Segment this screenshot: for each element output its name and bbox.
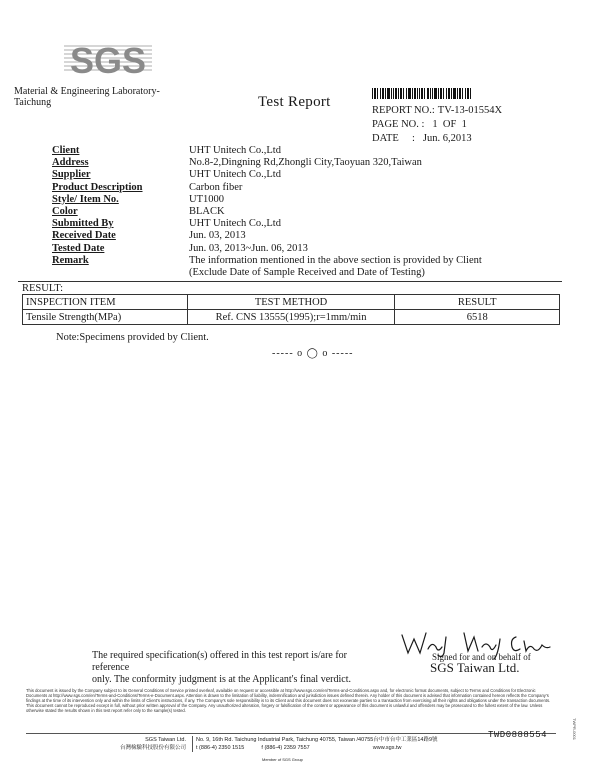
footer-company-zh: 台灣檢驗科技股份有限公司 <box>119 745 186 751</box>
result-table <box>22 294 560 325</box>
company-signature-name: SGS Taiwan Ltd. <box>430 660 520 675</box>
footer-company <box>26 736 186 752</box>
result-header-row <box>23 295 560 310</box>
footer-contact-line <box>196 744 532 752</box>
footer-web: www.sgs.tw <box>372 745 402 751</box>
result-divider <box>18 281 562 282</box>
client-info-block <box>52 145 482 279</box>
conformity-note <box>92 650 382 686</box>
tested-row <box>52 243 482 255</box>
received-value: Jun. 03, 2013 <box>189 230 246 242</box>
report-no-row <box>372 104 502 118</box>
client-row <box>52 145 482 157</box>
style-value: UT1000 <box>189 193 224 205</box>
received-label: Received Date <box>52 230 116 242</box>
remark-line-2: (Exclude Date of Sample Received and Date of Testing) <box>189 266 425 278</box>
supplier-row <box>52 169 482 181</box>
remark-row <box>52 255 482 279</box>
barcode <box>372 86 472 97</box>
header-result: RESULT <box>395 295 560 310</box>
cell-result: 6518 <box>395 310 560 325</box>
page-no-label: PAGE NO. : <box>372 119 425 130</box>
submitted-label: Submitted By <box>52 218 114 230</box>
side-form-code: TWPR-0001 <box>572 718 577 741</box>
conformity-line-1: The required specification(s) offered in this test report is/are for reference <box>92 650 347 673</box>
style-row <box>52 194 482 206</box>
color-row <box>52 206 482 218</box>
product-value: Carbon fiber <box>189 181 243 193</box>
signed-for-text: Signed for and on behalf of <box>432 652 531 662</box>
cell-inspection-item: Tensile Strength(MPa) <box>23 310 188 325</box>
address-label: Address <box>52 157 89 169</box>
document-title: Test Report <box>258 94 331 110</box>
footer-fax: f (886-4) 2359 7557 <box>261 745 310 751</box>
client-value: UHT Unitech Co.,Ltd <box>189 145 281 156</box>
address-value: No.8-2,Dingning Rd,Zhongli City,Taoyuan 320,Taiwan <box>189 157 422 169</box>
tested-label: Tested Date <box>52 242 105 254</box>
member-of-group: Member of SGS Group <box>262 757 303 762</box>
cell-test-method: Ref. CNS 13555(1995);r=1mm/min <box>187 310 395 325</box>
specimen-note: Note:Specimens provided by Client. <box>56 332 209 343</box>
header-inspection-item: INSPECTION ITEM <box>23 295 188 310</box>
remark-value <box>189 255 482 279</box>
conformity-line-2: only. The conformity judgment is at the Applicant's final verdict. <box>92 674 351 685</box>
address-row <box>52 157 482 169</box>
footer-address <box>192 736 532 752</box>
date-label: DATE : <box>372 133 415 144</box>
page-no-value: 1 OF 1 <box>432 119 467 130</box>
footer-phone: t (886-4) 2350 1515 <box>196 745 245 751</box>
supplier-value: UHT Unitech Co.,Ltd <box>189 169 281 181</box>
received-row <box>52 230 482 242</box>
lab-name <box>14 86 214 108</box>
report-meta <box>372 104 502 146</box>
footer-divider <box>26 733 556 734</box>
end-of-report-mark: ----- o ◯ o ----- <box>272 348 354 359</box>
report-no-label: REPORT NO.: <box>372 105 435 116</box>
date-row <box>372 132 502 146</box>
header-test-method: TEST METHOD <box>187 295 395 310</box>
lab-line-2: Taichung <box>14 97 52 108</box>
product-label: Product Description <box>52 181 143 193</box>
terms-fine-print: This document is issued by the Company subject to its General Conditions of Service printed overleaf, available on request or accessible at http://www.sgs.com/en/Terms-and-Conditions.aspx and, for electronic format documents, subject to Terms and Conditions for Electronic Documents at http://www.sgs.com/en/Terms-and-Conditions/Terms-e-Document.aspx. Attention is drawn to the limitation of liability, indemnification and jurisdiction issues defined therein. Any holder of this document is advised that information contained hereon reflects the Company's findings at the time of its intervention only and within the limits of Client's instructions, if any. The Company's sole responsibility is to its Client and this document does not exonerate parties to a transaction from exercising all their rights and obligations under the transaction documents. This document cannot be reproduced except in full, without prior written approval of the Company. Any unauthorized alteration, forgery or falsification of the content or appearance of this document is unlawful and offenders may be prosecuted to the fullest extent of the law. Unless otherwise stated the results shown in this test report refer only to the sample(s) tested. <box>26 688 551 713</box>
table-row <box>23 310 560 325</box>
lab-line-1: Material & Engineering Laboratory- <box>14 86 160 97</box>
tested-value: Jun. 03, 2013~Jun. 06, 2013 <box>189 242 308 254</box>
remark-label: Remark <box>52 254 89 266</box>
footer-company-en: SGS Taiwan Ltd. <box>145 737 186 743</box>
product-row <box>52 182 482 194</box>
page-no-row <box>372 118 502 132</box>
color-label: Color <box>52 205 78 217</box>
serial-number: TWD0888554 <box>488 730 548 740</box>
remark-line-1: The information mentioned in the above section is provided by Client <box>189 254 482 266</box>
style-label: Style/ Item No. <box>52 193 119 205</box>
sgs-logo <box>62 40 154 78</box>
color-value: BLACK <box>189 205 225 217</box>
footer-address-line: No. 9, 16th Rd. Taichung Industrial Park, Taichung 40755, Taiwan /40755台中市台中工業區14路9號 <box>196 737 438 743</box>
submitted-value: UHT Unitech Co.,Ltd <box>189 218 281 230</box>
supplier-label: Supplier <box>52 169 91 181</box>
client-label: Client <box>52 145 80 156</box>
result-title: RESULT: <box>22 283 64 294</box>
report-no-value: TV-13-01554X <box>437 105 503 116</box>
date-value: Jun. 6,2013 <box>422 133 472 144</box>
submitted-row <box>52 218 482 230</box>
logo-text: SGS <box>69 40 147 78</box>
